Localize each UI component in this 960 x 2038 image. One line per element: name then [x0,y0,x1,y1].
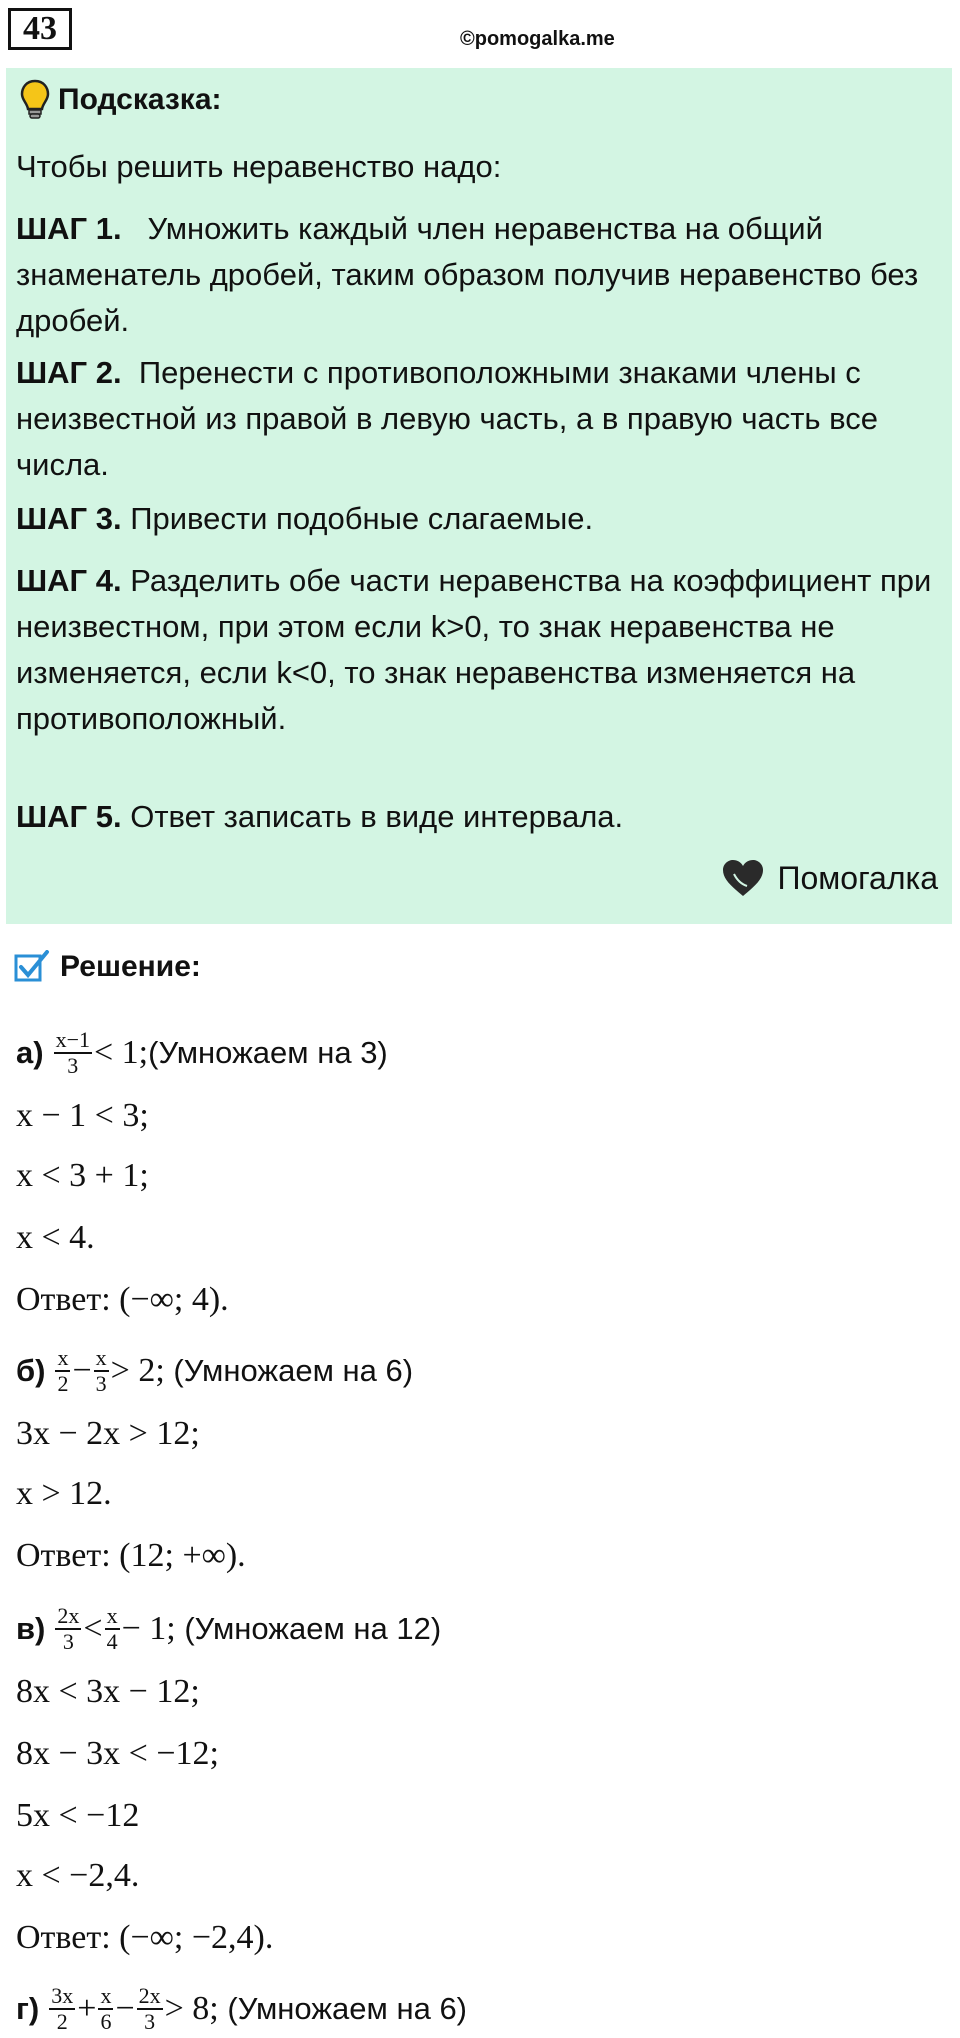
fraction [94,1346,109,1396]
numerator: 3x [51,1983,74,2008]
brand-signature [721,858,938,898]
site-watermark: ©pomogalka.me [460,28,615,50]
denominator: 3 [67,1053,79,1078]
numerator: x−1 [55,1027,90,1052]
note: (Умножаем на 3) [148,1035,388,1070]
fraction [137,1984,163,2034]
note: (Умножаем на 6) [227,1991,468,2026]
part-label: г) [16,1991,40,2026]
note: (Умножаем на 12) [184,1611,442,1646]
denominator: 3 [95,1371,107,1396]
step-label: ШАГ 4. [16,563,122,598]
step-label: ШАГ 3. [16,501,122,536]
heart-icon [721,858,765,898]
hint-step-3 [16,496,936,542]
step-text: Перенести с противоположными знаками члены с неизвестной из правой в левую часть, а в правую часть все числа. [16,355,879,482]
answer-b [16,1536,246,1576]
answer-a [16,1280,229,1320]
part-label: б) [16,1353,46,1388]
step-label: ШАГ 2. [16,355,122,390]
math-line: 5x < −12 [16,1797,140,1834]
part-g-equation [16,1984,467,2034]
fraction [105,1604,120,1654]
numerator: x [95,1345,107,1370]
answer-label: Ответ: [16,1281,111,1318]
expr-rest: > 8; [164,1990,219,2027]
fraction [54,1028,92,1078]
step-label: ШАГ 1. [16,211,122,246]
denominator: 2 [57,1371,69,1396]
math-line: x < 4. [16,1219,95,1256]
hint-step-5 [16,794,936,840]
denominator: 2 [56,2009,68,2034]
math-line: 8x < 3x − 12; [16,1673,200,1710]
math-line: x < −2,4. [16,1857,140,1894]
solution-title-label: Решение: [60,950,201,983]
step-text: Привести подобные слагаемые. [130,501,594,536]
fraction [98,1984,113,2034]
expr-rest: − 1; [121,1610,176,1647]
checkbox-icon [14,950,50,984]
math-line: x − 1 < 3; [16,1097,149,1134]
answer-value: (12; +∞). [119,1537,246,1574]
answer-value: (−∞; −2,4). [119,1919,274,1956]
answer-label: Ответ: [16,1919,111,1956]
denominator: 6 [100,2009,112,2034]
hint-step-4 [16,558,936,742]
numerator: 2x [57,1603,80,1628]
operator: − [72,1352,92,1389]
part-b-equation [16,1346,413,1396]
expr-rest: < 1; [94,1034,149,1071]
hint-title-label: Подсказка: [58,83,222,116]
step-text: Умножить каждый член неравенства на общий знаменатель дробей, таким образом получив неравенство без дробей. [16,211,919,338]
lightbulb-icon [20,79,50,121]
math-line: 8x − 3x < −12; [16,1735,219,1772]
denominator: 3 [144,2009,156,2034]
operator: + [77,1990,97,2027]
step-label: ШАГ 5. [16,799,122,834]
fraction [49,1984,75,2034]
part-a-equation [16,1028,388,1078]
part-label: а) [16,1035,44,1070]
part-v-equation [16,1604,441,1654]
denominator: 4 [106,1629,118,1654]
denominator: 3 [62,1629,74,1654]
numerator: x [100,1983,112,2008]
exercise-number: 43 [8,8,72,50]
fraction [55,1604,81,1654]
note: (Умножаем на 6) [173,1353,414,1388]
expr-rest: > 2; [110,1352,165,1389]
numerator: x [106,1603,118,1628]
math-line: x > 12. [16,1475,112,1512]
part-label: в) [16,1611,46,1646]
operator: < [83,1610,103,1647]
answer-value: (−∞; 4). [119,1281,229,1318]
numerator: 2x [138,1983,161,2008]
step-text: Ответ записать в виде интервала. [130,799,624,834]
brand-name: Помогалка [777,859,938,896]
math-line: x < 3 + 1; [16,1157,149,1194]
answer-v [16,1918,273,1958]
hint-intro: Чтобы решить неравенство надо: [16,149,502,184]
hint-step-1 [16,206,936,344]
hint-panel [6,68,952,924]
operator: − [115,1990,135,2027]
math-line: 3x − 2x > 12; [16,1415,200,1452]
fraction [55,1346,70,1396]
hint-title [20,74,222,126]
step-text: Разделить обе части неравенства на коэффициент при неизвестном, при этом если k>0, то знак неравенства не изменяется, если k<0, то знак неравенства изменяется на противоположный. [16,563,932,736]
answer-label: Ответ: [16,1537,111,1574]
solution-title [14,950,201,984]
numerator: x [57,1345,69,1370]
hint-step-2 [16,350,936,488]
